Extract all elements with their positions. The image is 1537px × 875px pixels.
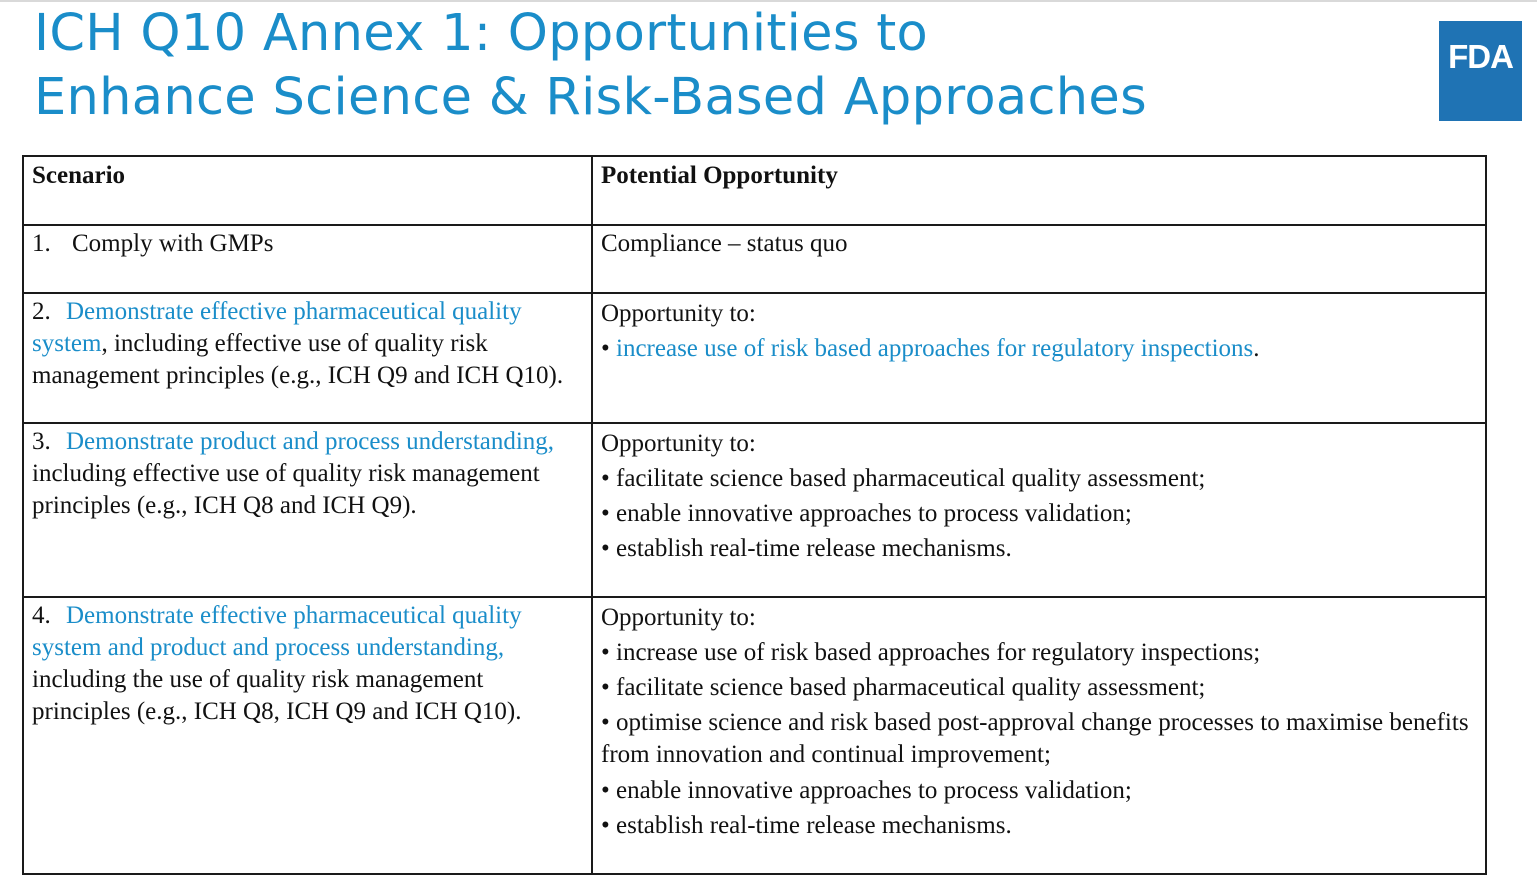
opportunity-bullet: • facilitate science based pharmaceutical quality assessment; (601, 465, 1206, 492)
scenario-cell (23, 423, 592, 597)
title-line-1: ICH Q10 Annex 1: Opportunities to (34, 4, 929, 63)
bullet-text: facilitate science based pharmaceutical quality assessment; (616, 674, 1206, 701)
row-number: 3. (32, 428, 51, 455)
scenario-highlight: Demonstrate effective pharmaceutical quality system and product and process understanding, (32, 602, 522, 661)
scenario-highlight: Demonstrate effective pharmaceutical quality system (32, 298, 522, 357)
fda-logo-text: FDA (1448, 38, 1513, 75)
opportunity-cell (592, 225, 1486, 293)
opportunity-cell (592, 423, 1486, 597)
opportunity-cell (592, 597, 1486, 874)
opportunity-bullet: • enable innovative approaches to process validation; (601, 500, 1132, 527)
scenario-text: , including effective use of quality risk management principles (e.g., ICH Q9 and ICH Q10). (32, 330, 564, 389)
scenario-cell (23, 225, 592, 293)
table-row (23, 293, 1486, 423)
opportunity-intro: Opportunity to: (601, 604, 756, 631)
table-row (23, 597, 1486, 874)
scenario-highlight: Demonstrate product and process understanding, (66, 428, 555, 455)
table-header-row (23, 156, 1486, 225)
bullet-text: establish real-time release mechanisms. (616, 535, 1012, 562)
bullet-text: enable innovative approaches to process validation; (616, 777, 1132, 804)
opportunity-text: Compliance – status quo (601, 230, 848, 257)
table-row (23, 423, 1486, 597)
title-line-2: Enhance Science & Risk-Based Approaches (34, 68, 1147, 127)
row-number: 4. (32, 602, 51, 629)
scenario-cell (23, 293, 592, 423)
opportunity-bullet: • enable innovative approaches to process validation; (601, 777, 1132, 804)
opportunity-bullet: • establish real-time release mechanisms. (601, 812, 1012, 839)
bullet-text: facilitate science based pharmaceutical quality assessment; (616, 465, 1206, 492)
bullet-highlight: increase use of risk based approaches for regulatory inspections (616, 335, 1254, 362)
bullet-text: increase use of risk based approaches for regulatory inspections; (616, 639, 1261, 666)
bullet-text: establish real-time release mechanisms. (616, 812, 1012, 839)
header-scenario: Scenario (23, 156, 592, 225)
opportunity-intro: Opportunity to: (601, 430, 756, 457)
opportunities-table (22, 155, 1487, 875)
row-number: 1. (32, 230, 51, 257)
opportunity-intro: Opportunity to: (601, 300, 756, 327)
bullet-text: optimise science and risk based post-approval change processes to maximise benefits from innovation and continual improvement; (601, 709, 1469, 768)
opportunity-cell (592, 293, 1486, 423)
table-row (23, 225, 1486, 293)
opportunity-bullet: • increase use of risk based approaches for regulatory inspections. (601, 335, 1260, 362)
opportunity-bullet: • facilitate science based pharmaceutical quality assessment; (601, 674, 1206, 701)
scenario-text: including effective use of quality risk management principles (e.g., ICH Q8 and ICH Q9). (32, 460, 540, 519)
bullet-text: enable innovative approaches to process validation; (616, 500, 1132, 527)
opportunity-bullet: • increase use of risk based approaches for regulatory inspections; (601, 639, 1261, 666)
row-number: 2. (32, 298, 51, 325)
scenario-cell (23, 597, 592, 874)
bullet-end: . (1253, 335, 1260, 362)
scenario-text: including the use of quality risk management principles (e.g., ICH Q8, ICH Q9 and ICH Q10). (32, 666, 522, 725)
scenario-text: Comply with GMPs (72, 230, 274, 257)
opportunity-bullet: • optimise science and risk based post-approval change processes to maximise benefits from innovation and continual improvement; (601, 709, 1469, 768)
fda-logo (1439, 21, 1522, 121)
page-title (34, 2, 1414, 130)
opportunity-bullet: • establish real-time release mechanisms. (601, 535, 1012, 562)
header-opportunity: Potential Opportunity (592, 156, 1486, 225)
